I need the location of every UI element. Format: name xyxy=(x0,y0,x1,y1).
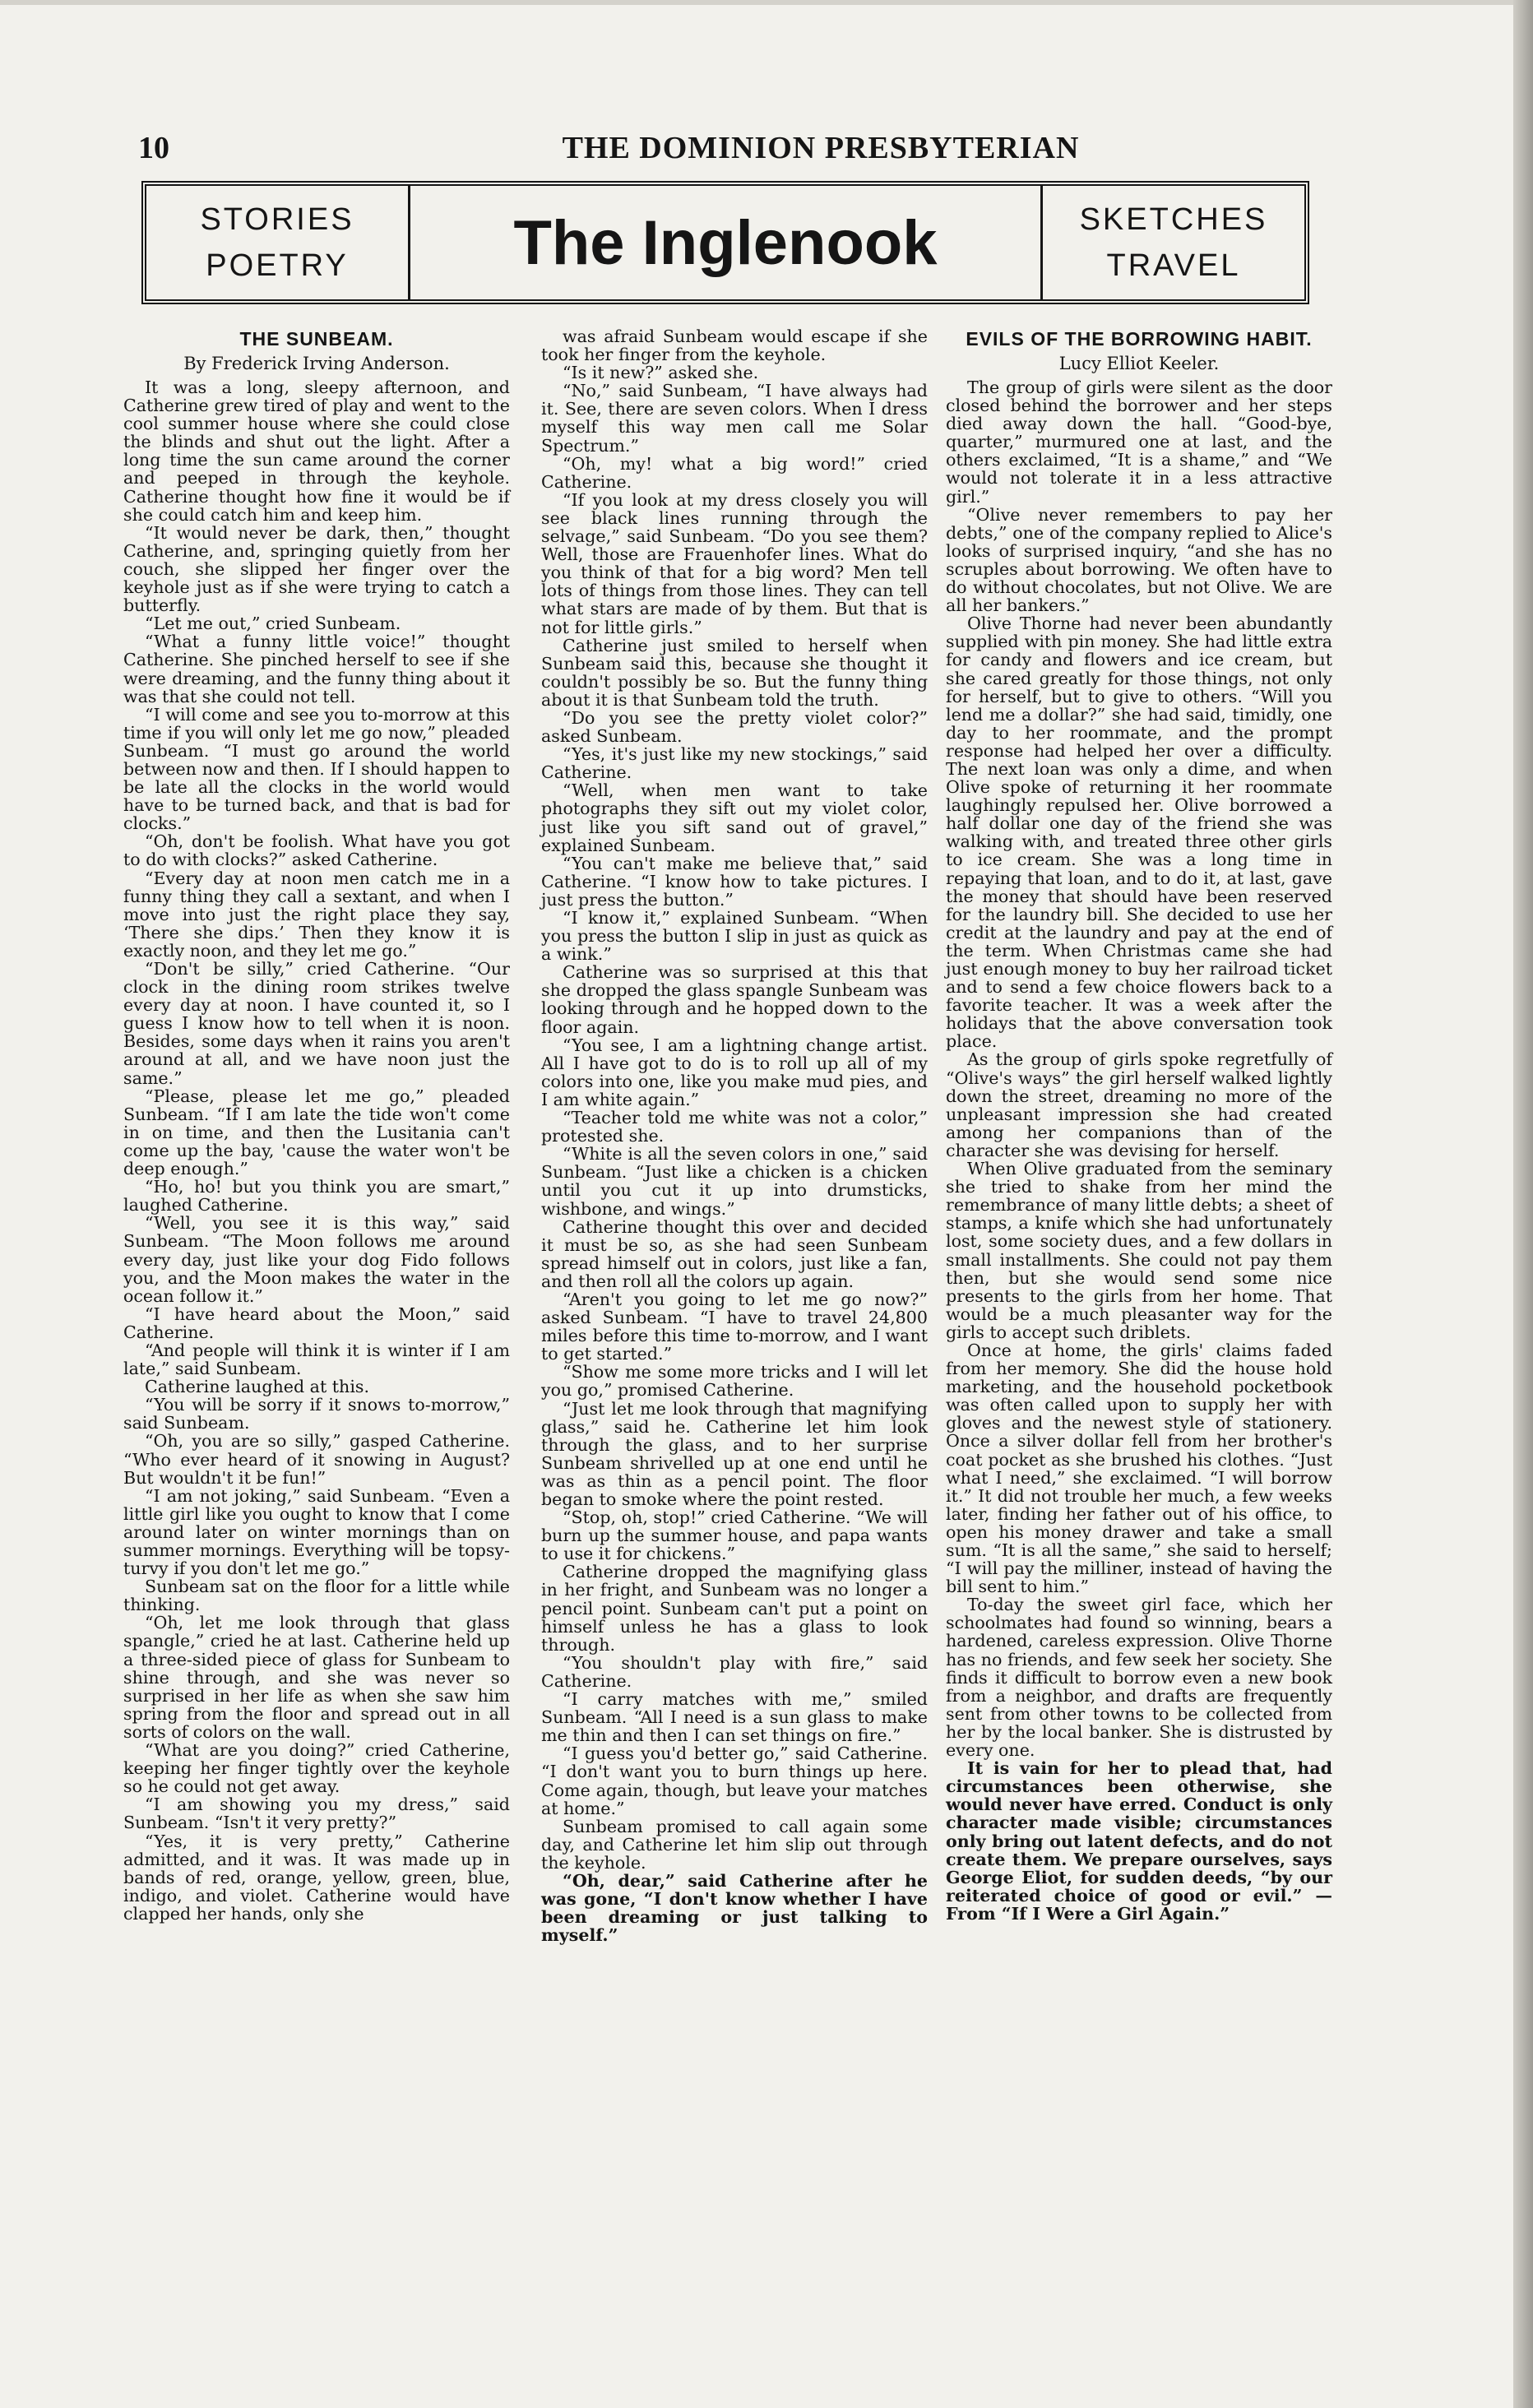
paragraph: “What a funny little voice!” thought Catherine. She pinched herself to see if she were dreaming, and the funny thing about it was that she could not tell. xyxy=(123,632,510,706)
article-title-borrowing: EVILS OF THE BORROWING HABIT. xyxy=(966,328,1313,350)
paragraph: “I will come and see you to-morrow at this time if you will only let me go now,” pleaded Sunbeam. “I must go around the world between now and then. If I should happen to be late all the clocks in the world would have to be turned back, and that is bad for clocks.” xyxy=(123,704,510,834)
paragraph: “You can't make me believe that,” said Catherine. “I know how to take pictures. I just press the button.” xyxy=(541,853,928,910)
page-number: 10 xyxy=(138,131,169,165)
banner-right-box xyxy=(1040,186,1304,299)
paragraph: “It would never be dark, then,” thought Catherine, and, springing quietly from her couch, she slipped her finger over the keyhole just as if she were trying to catch a butterfly. xyxy=(123,522,510,616)
banner-left-box xyxy=(146,186,410,299)
running-head xyxy=(138,130,1342,171)
paragraph: “Oh, let me look through that glass spangle,” cried he at last. Catherine held up a three-sided piece of glass for Sunbeam to shine through, and she was never so surprised in her life as when she saw him spring from the floor and spread out in all sorts of colors on the wall. xyxy=(123,1613,510,1742)
paragraph: “Yes, it is very pretty,” Catherine admitted, and it was. It was made up in bands of red, orange, yellow, green, blue, indigo, and violet. Catherine would have clapped her hands, only she xyxy=(123,1831,510,1924)
paragraph: “Olive never remembers to pay her debts,” one of the company replied to Alice's looks of surprised inquiry, “and she has no scruples about borrowing. We often have to do without chocolates, but not Olive. We are all her bankers.” xyxy=(946,504,1332,616)
paragraph: When Olive graduated from the seminary she tried to shake from her mind the remembrance of many little debts; a sheet of stamps, a knife which she had unfortunately lost, some society dues, and a few dollars in small installments. She could not pay them then, but she would send some nice presents to the girls from her home. That would be a much pleasanter way for the girls to accept such driblets. xyxy=(946,1159,1332,1342)
paragraph: “I know it,” explained Sunbeam. “When you press the button I slip in just as quick as a wink.” xyxy=(541,908,928,965)
paragraph: “What are you doing?” cried Catherine, keeping her finger tightly over the keyhole so he could not get away. xyxy=(123,1740,510,1797)
paragraph: Once at home, the girls' claims faded from her memory. She did the house hold marketing, and the household pocketbook was often called upon to supply her with gloves and the newest style of stationery. Once a silver dollar fell from her brother's coat pocket as she brushed his clothes. “Just what I need,” she exclaimed. “I will borrow it.” It did not trouble her much, a few weeks later, finding her father out of his office, to open his money drawer and take a small sum. “It is all the same,” she said to herself; “I will pay the milliner, instead of having the bill sent to him.” xyxy=(946,1340,1332,1597)
paragraph: “You shouldn't play with fire,” said Catherine. xyxy=(541,1652,928,1691)
section-banner xyxy=(141,181,1309,304)
paragraph: “Let me out,” cried Sunbeam. xyxy=(145,614,401,634)
banner-poetry: POETRY xyxy=(206,248,349,283)
paragraph: “Do you see the pretty violet color?” asked Sunbeam. xyxy=(541,707,928,747)
section-title: The Inglenook xyxy=(513,207,938,278)
column-1-body xyxy=(123,378,510,1923)
paragraph: “Yes, it's just like my new stockings,” said Catherine. xyxy=(541,744,928,783)
page-right-edge xyxy=(1513,0,1533,2408)
article-byline-sunbeam: By Frederick Irving Anderson. xyxy=(183,354,450,373)
paragraph: “Teacher told me white was not a color,” protested she. xyxy=(541,1108,928,1146)
paragraph: Catherine dropped the magnifying glass in her fright, and Sunbeam was no longer a pencil point. Sunbeam can't put a point on himself unless he has a glass to look through. xyxy=(541,1562,928,1655)
paragraph: “Oh, my! what a big word!” cried Catherine. xyxy=(541,453,928,492)
paragraph: “I am not joking,” said Sunbeam. “Even a little girl like you ought to know that I come around later on winter mornings than on summer mornings. Everything will be topsy-turvy if you don't let me go.” xyxy=(123,1485,510,1579)
paragraph: “I guess you'd better go,” said Catherine. “I don't want you to burn things up here. Come again, though, but leave your matches at home.” xyxy=(541,1743,928,1818)
paragraph: Catherine was so surprised at this that she dropped the glass spangle Sunbeam was looking through and he hopped down to the floor again. xyxy=(541,962,928,1037)
column-2-body xyxy=(541,327,928,1944)
paragraph: “Well, when men want to take photographs they sift out my violet color, just like you sift sand out of gravel,” explained Sunbeam. xyxy=(541,780,928,855)
column-2 xyxy=(541,327,928,1944)
paragraph: The group of girls were silent as the door closed behind the borrower and her steps died away down the hall. “Good-bye, quarter,” murmured one at last, and the others exclaimed, “It is a shame,” and “We would not tolerate it in a less attractive girl.” xyxy=(946,377,1332,507)
paragraph: Catherine laughed at this. xyxy=(145,1377,370,1397)
paragraph: It was a long, sleepy afternoon, and Catherine grew tired of play and went to the cool summer house where she could close the blinds and shut out the light. After a long time the sun came around the corner and peeped in through the keyhole. Catherine thought how fine it would be if she could catch him and keep him. xyxy=(123,377,510,525)
paragraph: Sunbeam promised to call again some day, and Catherine let him slip out through the keyhole. xyxy=(541,1816,928,1873)
journal-title: THE DOMINION PRESBYTERIAN xyxy=(562,131,1080,165)
paragraph: “Please, please let me go,” pleaded Sunbeam. “If I am late the tide won't come in on time, and then the Lusitania can't come up the bay, 'cause the water won't be deep enough.” xyxy=(123,1086,510,1179)
paragraph: “Show me some more tricks and I will let you go,” promised Catherine. xyxy=(541,1362,928,1401)
paragraph: “Aren't you going to let me go now?” asked Sunbeam. “I have to travel 24,800 miles before this time to-morrow, and I want to get started.” xyxy=(541,1289,928,1364)
paragraph: “You will be sorry if it snows to-morrow,” said Sunbeam. xyxy=(123,1395,510,1433)
paragraph: was afraid Sunbeam would escape if she took her finger from the keyhole. xyxy=(541,326,928,365)
banner-stories: STORIES xyxy=(200,202,354,237)
paragraph: “No,” said Sunbeam, “I have always had it. See, there are seven colors. When I dress myself this way men call me Solar Spectrum.” xyxy=(541,381,928,456)
column-3 xyxy=(946,327,1332,1923)
paragraph: “Oh, dear,” said Catherine after he was gone, “I don't know whether I have been dreaming or just talking to myself.” xyxy=(541,1870,928,1946)
paragraph: Sunbeam sat on the floor for a little while thinking. xyxy=(123,1577,510,1615)
paragraph: “Is it new?” asked she. xyxy=(563,363,759,383)
paragraph: “And people will think it is winter if I am late,” said Sunbeam. xyxy=(123,1340,510,1379)
page-top-edge xyxy=(0,0,1533,5)
paragraph: “I have heard about the Moon,” said Catherine. xyxy=(123,1304,510,1342)
paragraph: “I carry matches with me,” smiled Sunbeam. “All I need is a sun glass to make me thin and then I can set things on fire.” xyxy=(541,1689,928,1746)
paragraph: “Don't be silly,” cried Catherine. “Our clock in the dining room strikes twelve every day at noon. I have counted it, so I guess I know how to tell when it is noon. Besides, some days when it rains you aren't around at all, and we have noon just the same.” xyxy=(123,959,510,1088)
column-3-body xyxy=(946,378,1332,1923)
paragraph: “Every day at noon men catch me in a funny thing they call a sextant, and when I move into just the right place they say, ‘There she dips.’ Then they know it is exactly noon, and they let me go.” xyxy=(123,868,510,961)
paragraph: “Ho, ho! but you think you are smart,” laughed Catherine. xyxy=(123,1177,510,1216)
article-title-sunbeam: THE SUNBEAM. xyxy=(239,328,394,350)
paragraph: “Stop, oh, stop!” cried Catherine. “We will burn up the summer house, and papa wants to use it for chickens.” xyxy=(541,1507,928,1564)
paragraph: Catherine thought this over and decided it must be so, as she had seen Sunbeam spread himself out in colors, just like a fan, and then roll all the colors up again. xyxy=(541,1216,928,1291)
paragraph: “Well, you see it is this way,” said Sunbeam. “The Moon follows me around every day, just like your dog Fido follows you, and the Moon makes the water in the ocean follow it.” xyxy=(123,1213,510,1306)
paragraph: It is vain for her to plead that, had circumstances been otherwise, she would never have erred. Conduct is only character made visible; circumstances only bring out latent defects, and do not create them. We prepare ourselves, says George Eliot, for sudden deeds, “by our reiterated choice of good or evil.” —From “If I Were a Girl Again.” xyxy=(946,1758,1332,1924)
paragraph: “Oh, don't be foolish. What have you got to do with clocks?” asked Catherine. xyxy=(123,831,510,870)
paragraph: “If you look at my dress closely you will see black lines running through the selvage,” said Sunbeam. “Do you see them? Well, those are Frauenhofer lines. What do you think of that for a big word? Men tell lots of things from those lines. They can tell what stars are made of by them. But that is not for little girls.” xyxy=(541,489,928,637)
paragraph: Olive Thorne had never been abundantly supplied with pin money. She had little extra for candy and flowers and ice cream, but she cared greatly for those things, not only for herself, but to give to others. “Will you lend me a dollar?” she had said, timidly, one day to her roommate, and the prompt response had helped her over a difficulty. The next loan was only a dime, and when Olive spoke of returning it her roommate laughingly repulsed her. Olive borrowed a half dollar one day of the friend she was walking with, and treated three other girls to ice cream. She was a long time in repaying that loan, and to do it, at last, gave the money that should have been reserved for the laundry bill. She decided to use her credit at the laundry and pay at the end of the term. When Christmas came she had just enough money to buy her railroad ticket and to send a few choice flowers back to a favorite teacher. It was a week after the holidays that the above conversation took place. xyxy=(946,614,1332,1052)
paragraph: “Oh, you are so silly,” gasped Catherine. “Who ever heard of it snowing in August? But wouldn't it be fun!” xyxy=(123,1431,510,1488)
paragraph: Catherine just smiled to herself when Sunbeam said this, because she thought it couldn't possibly be so. But the funny thing about it is that Sunbeam told the truth. xyxy=(541,635,928,710)
column-1 xyxy=(123,327,510,1923)
paragraph: “You see, I am a lightning change artist. All I have got to do is to roll up all of my colors into one, like you make mud pies, and I am white again.” xyxy=(541,1035,928,1109)
paragraph: “White is all the seven colors in one,” said Sunbeam. “Just like a chicken is a chicken until you cut it up into drumsticks, wishbone, and wings.” xyxy=(541,1144,928,1219)
banner-sketches: SKETCHES xyxy=(1079,202,1268,237)
paragraph: To-day the sweet girl face, which her schoolmates had found so winning, bears a hardened, careless expression. Olive Thorne has no friends, and few seek her society. She finds it difficult to borrow even a new book from a neighbor, and drafts are frequently sent from other towns to be collected from her by the local banker. She is distrusted by every one. xyxy=(946,1595,1332,1761)
banner-travel: TRAVEL xyxy=(1106,248,1241,283)
paragraph: As the group of girls spoke regretfully of “Olive's ways” the girl herself walked lightly down the street, dreaming no more of the unpleasant impression she had created among her companions than of the character she was devising for herself. xyxy=(946,1049,1332,1160)
paragraph: “I am showing you my dress,” said Sunbeam. “Isn't it very pretty?” xyxy=(123,1794,510,1833)
article-byline-borrowing: Lucy Elliot Keeler. xyxy=(1058,354,1220,373)
paragraph: “Just let me look through that magnifying glass,” said he. Catherine let him look through the glass, and to her surprise Sunbeam shrivelled up at one end until he was as thin as a pencil point. The floor began to smoke where the point rested. xyxy=(541,1398,928,1509)
